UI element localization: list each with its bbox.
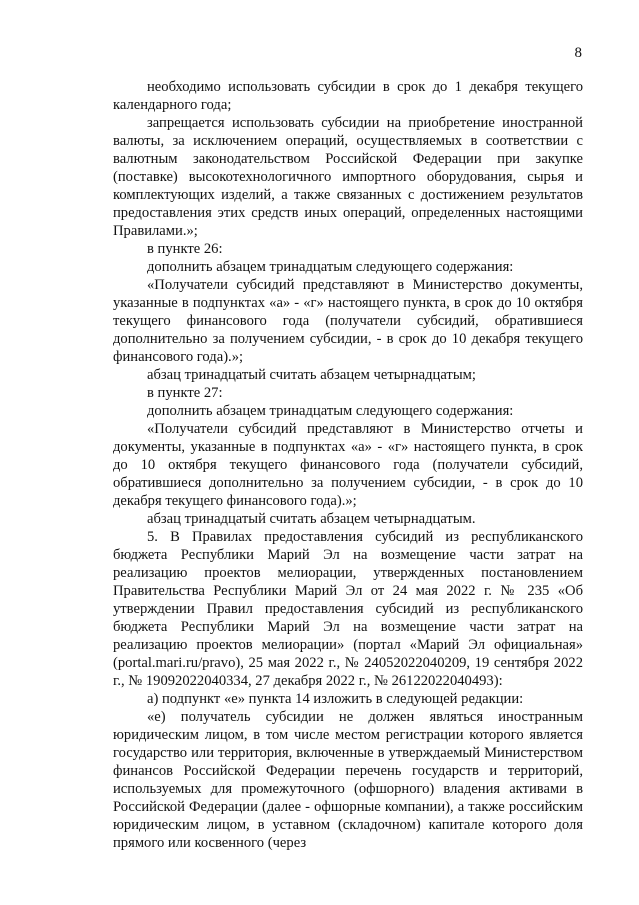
paragraph-8: дополнить абзацем тринадцатым следующего содержания:	[147, 403, 514, 419]
paragraph-10: абзац тринадцатый считать абзацем четырнадцатым.	[147, 511, 476, 527]
paragraph-5: «Получатели субсидий представляют в Министерство документы, указанные в подпунктах «а» - «г» настоящего пункта, в срок до 10 октября текущего финансового года (получатели субсидий, обратившиеся дополнительно за получением субсидии, - в срок до 10 декабря текущего финансового года).»;	[113, 277, 583, 365]
page-number: 8	[574, 45, 582, 61]
paragraph-2: запрещается использовать субсидии на приобретение иностранной валюты, за исключением операций, осуществляемых в соответствии с валютным законодательством Российской Федерации при закупке (поставке) высокотехнологичного импортного оборудования, сырья и комплектующих изделий, а также связанных с достижением результатов предоставления этих средств иных операций, определенных настоящими Правилами.»;	[113, 115, 583, 239]
paragraph-3: в пункте 26:	[147, 241, 223, 257]
paragraph-6: абзац тринадцатый считать абзацем четырнадцатым;	[147, 367, 476, 383]
paragraph-1: необходимо использовать субсидии в срок до 1 декабря текущего календарного года;	[113, 79, 583, 113]
paragraph-12: а) подпункт «е» пункта 14 изложить в следующей редакции:	[147, 691, 524, 707]
document-body	[113, 78, 583, 852]
paragraph-4: дополнить абзацем тринадцатым следующего содержания:	[147, 259, 514, 275]
paragraph-9: «Получатели субсидий представляют в Министерство отчеты и документы, указанные в подпунктах «а» - «г» настоящего пункта, в срок до 10 октября текущего финансового года (получатели субсидий, обратившиеся дополнительно за получением субсидии, - в срок до 10 декабря текущего финансового года).»;	[113, 421, 583, 509]
paragraph-7: в пункте 27:	[147, 385, 223, 401]
paragraph-13: «е) получатель субсидии не должен являться иностранным юридическим лицом, в том числе местом регистрации которого является государство или территория, включенные в утверждаемый Министерством финансов Российской Федерации перечень государств и территорий, используемых для промежуточного (офшорного) владения активами в Российской Федерации (далее - офшорные компании), а также российским юридическим лицом, в уставном (складочном) капитале которого доля прямого или косвенного (через	[113, 709, 583, 851]
paragraph-11: 5. В Правилах предоставления субсидий из республиканского бюджета Республики Марий Эл на возмещение части затрат на реализацию проектов мелиорации, утвержденных постановлением Правительства Республики Марий Эл от 24 мая 2022 г. № 235 «Об утверждении Правил предоставления субсидий из республиканского бюджета Республики Марий Эл на возмещение части затрат на реализацию проектов мелиорации» (портал «Марий Эл официальная» (portal.mari.ru/pravo), 25 мая 2022 г., № 24052022040209, 19 сентября 2022 г., № 19092022040334, 27 декабря 2022 г., № 26122022040493):	[113, 529, 583, 689]
